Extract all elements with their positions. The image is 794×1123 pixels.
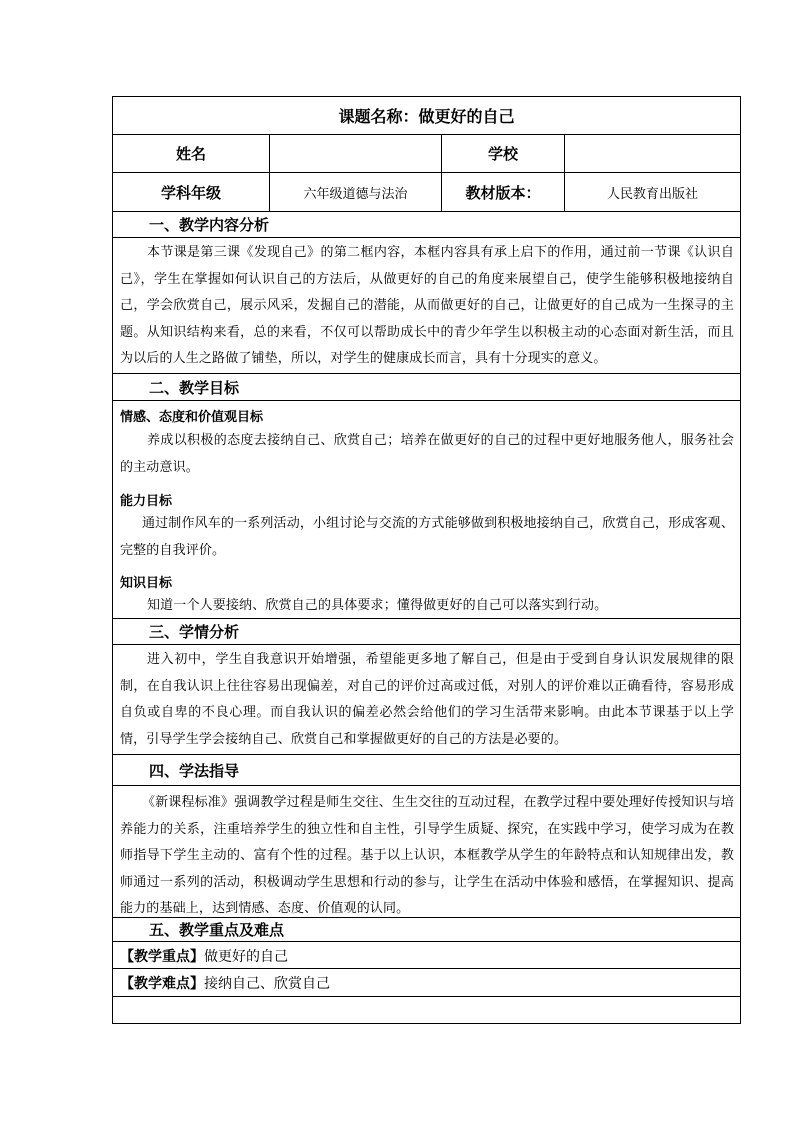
section-title: 五、教学重点及难点 bbox=[149, 921, 285, 939]
school-value bbox=[565, 135, 740, 172]
focus-value: 做更好的自己 bbox=[204, 949, 288, 965]
difficulty-label: 【教学难点】 bbox=[120, 976, 204, 992]
section-method-body bbox=[113, 786, 740, 918]
section-title: 四、学法指导 bbox=[149, 761, 240, 780]
content-analysis-text: 本节课是第三课《发现自己》的第二框内容，本框内容具有承上启下的作用，通过前一节课《认识自己》，学生在掌握如何认识自己的方法后，从做更好的自己的角度来展望自己，使学生能够积极地接纳自己，学会欣赏自己，展示风采，发掘自己的潜能，从而做更好的自己，让做更好的自己成为一生探寻的主题。从知识结构来看，总的来看，不仅可以帮助成长中的青少年学生以积极主动的心态面对新生活，而且为以后的人生之路做了铺垫，所以，对学生的健康成长而言，具有十分现实的意义。 bbox=[120, 245, 734, 366]
section-title: 二、教学目标 bbox=[149, 378, 240, 397]
emotion-goal-text: 养成以积极的态度去接纳自己、欣赏自己；培养在做更好的自己的过程中更好地服务他人，服务社会的主动意识。 bbox=[120, 433, 734, 475]
lesson-plan-table bbox=[112, 96, 741, 1024]
title-row bbox=[113, 97, 740, 135]
subject-edition-row bbox=[113, 173, 740, 212]
knowledge-goal-text: 知道一个人要接纳、欣赏自己的具体要求；懂得做更好的自己可以落实到行动。 bbox=[147, 598, 608, 613]
section-title: 一、教学内容分析 bbox=[149, 216, 270, 234]
section-content-analysis-header bbox=[113, 212, 740, 238]
name-value bbox=[270, 135, 442, 172]
section-content-analysis-body bbox=[113, 238, 740, 374]
section-learner-analysis-header bbox=[113, 619, 740, 645]
section-learner-analysis-body bbox=[113, 645, 740, 755]
emotion-goal-heading: 情感、态度和价值观目标 bbox=[120, 410, 264, 425]
focus-row bbox=[113, 942, 740, 969]
section-goals-body bbox=[113, 401, 740, 619]
edition-value: 人民教育出版社 bbox=[606, 186, 698, 202]
lesson-title: 课题名称：做更好的自己 bbox=[338, 107, 515, 126]
name-label: 姓名 bbox=[113, 135, 270, 172]
ability-goal-heading: 能力目标 bbox=[120, 494, 173, 509]
knowledge-goal-heading: 知识目标 bbox=[120, 576, 173, 591]
difficulty-value: 接纳自己、欣赏自己 bbox=[204, 976, 330, 992]
section-goals-header bbox=[113, 374, 740, 401]
subject-value: 六年级道德与法治 bbox=[270, 173, 442, 211]
empty-row bbox=[113, 997, 740, 1023]
focus-line bbox=[120, 946, 288, 966]
difficulty-line bbox=[120, 973, 330, 993]
name-school-row bbox=[113, 135, 740, 173]
learner-analysis-text: 进入初中，学生自我意识开始增强，希望能更多地了解自己，但是由于受到自身认识发展规律的限制，在自我认识上往往容易出现偏差，对自己的评价过高或过低，对别人的评价难以正确看待，容易形成自负或自卑的不良心理。而自我认识的偏差必然会给他们的学习生活带来影响。由此本节课基于以上学情，引导学生学会接纳自己、欣赏自己和掌握做更好的自己的方法是必要的。 bbox=[120, 652, 734, 747]
school-label: 学校 bbox=[442, 135, 565, 172]
section-title: 三、学情分析 bbox=[149, 623, 240, 641]
section-key-points-header bbox=[113, 918, 740, 942]
edition-label: 教材版本： bbox=[442, 173, 565, 211]
subject-label: 学科年级 bbox=[113, 173, 270, 211]
method-text: 《新课程标准》强调教学过程是师生交往、生生交往的互动过程，在教学过程中要处理好传授知识与培养能力的关系，注重培养学生的独立性和自主性，引导学生质疑、探究，在实践中学习，使学习成为在教师指导下学生主动的、富有个性的过程。基于以上认识，本框教学从学生的年龄特点和认知规律出发，教师通过一系列的活动，积极调动学生思想和行动的参与，让学生在活动中体验和感悟，在掌握知识、提高能力的基础上，达到情感、态度、价值观的认同。 bbox=[120, 795, 734, 916]
section-method-header bbox=[113, 755, 740, 786]
difficulty-row bbox=[113, 969, 740, 997]
focus-label: 【教学重点】 bbox=[120, 949, 204, 965]
ability-goal-text: 通过制作风车的一系列活动，小组讨论与交流的方式能够做到积极地接纳自己，欣赏自己，形成客观、完整的自我评价。 bbox=[120, 516, 734, 558]
